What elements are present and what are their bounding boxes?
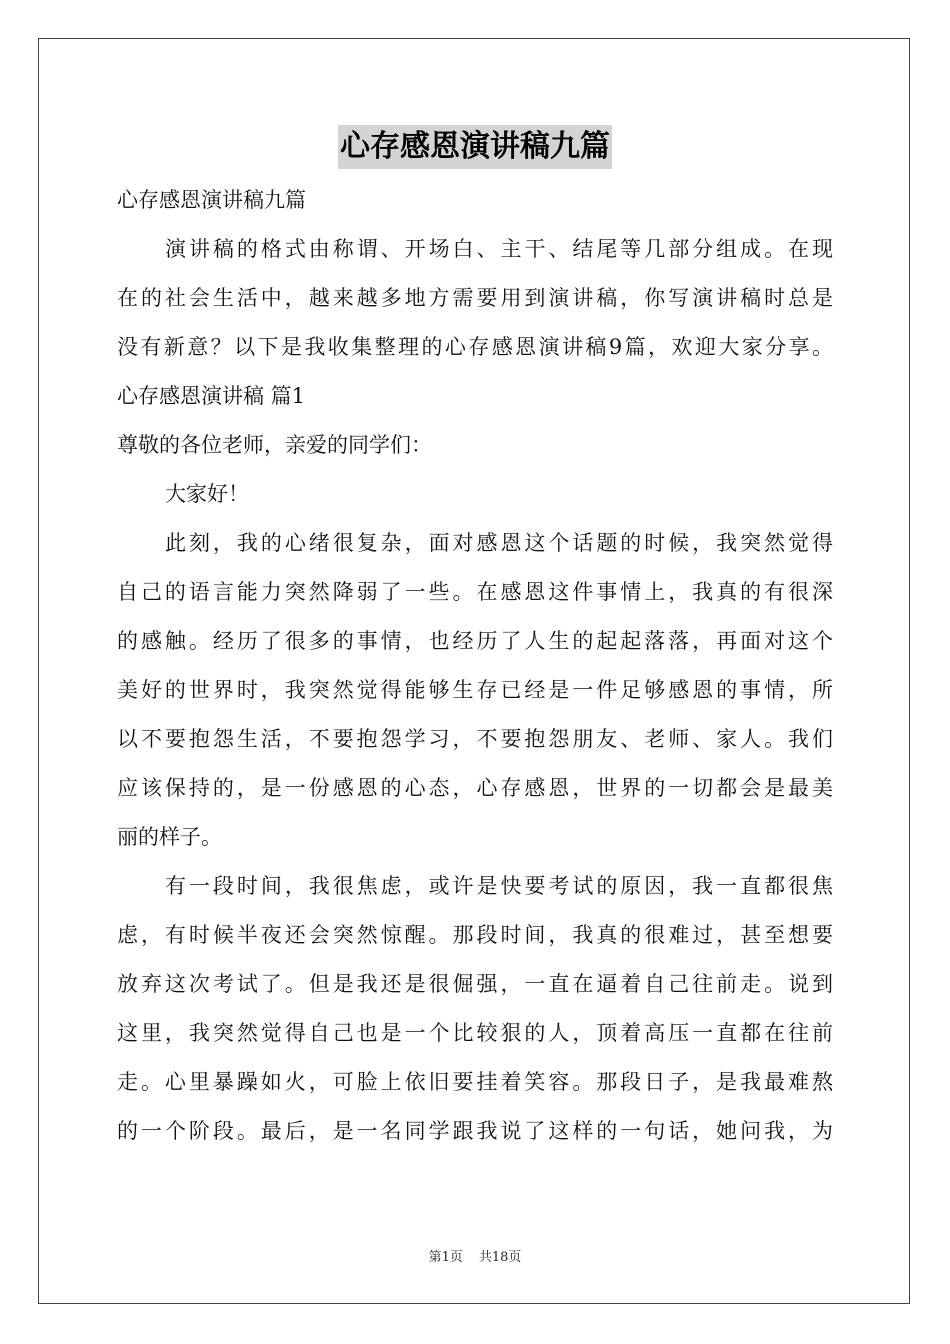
subtitle: 心存感恩演讲稿九篇 xyxy=(117,188,306,212)
page-number: 第1页 xyxy=(428,1250,463,1265)
section-heading: 心存感恩演讲稿 篇1 xyxy=(117,384,306,408)
paragraph1-line: 美好的世界时，我突然觉得能够生存已经是一件足够感恩的事情，所 xyxy=(117,678,833,702)
paragraph2-line: 的一个阶段。最后，是一名同学跟我说了这样的一句话，她问我，为 xyxy=(117,1119,833,1143)
paragraph2-line: 走。心里暴躁如火，可脸上依旧要挂着笑容。那段日子，是我最难熬 xyxy=(117,1070,833,1094)
paragraph2-line: 这里，我突然觉得自己也是一个比较狠的人，顶着高压一直都在往前 xyxy=(117,1021,833,1045)
document-body xyxy=(117,176,833,1156)
paragraph2-line: 放弃这次考试了。但是我还是很倔强，一直在逼着自己往前走。说到 xyxy=(117,972,833,996)
paragraph1-line: 的感触。经历了很多的事情，也经历了人生的起起落落，再面对这个 xyxy=(117,629,833,653)
paragraph1-line: 此刻，我的心绪很复杂，面对感恩这个话题的时候，我突然觉得 xyxy=(165,531,833,555)
paragraph1-line: 应该保持的，是一份感恩的心态，心存感恩，世界的一切都会是最美 xyxy=(117,776,833,800)
paragraph2-line: 有一段时间，我很焦虑，或许是快要考试的原因，我一直都很焦 xyxy=(165,874,833,898)
intro-line: 在的社会生活中，越来越多地方需要用到演讲稿，你写演讲稿时总是 xyxy=(117,286,833,310)
paragraph2-line: 虑，有时候半夜还会突然惊醒。那段时间，我真的很难过，甚至想要 xyxy=(117,923,833,947)
paragraph1-line: 以不要抱怨生活，不要抱怨学习，不要抱怨朋友、老师、家人。我们 xyxy=(117,727,833,751)
salutation: 尊敬的各位老师，亲爱的同学们： xyxy=(117,433,432,457)
paragraph1-line: 丽的样子。 xyxy=(117,825,222,849)
document-title: 心存感恩演讲稿九篇 xyxy=(338,125,612,169)
paragraph1-line: 自己的语言能力突然降弱了一些。在感恩这件事情上，我真的有很深 xyxy=(117,580,833,604)
title-block xyxy=(0,125,950,169)
page-total: 共18页 xyxy=(478,1250,522,1265)
greeting: 大家好！ xyxy=(165,482,249,506)
intro-line: 演讲稿的格式由称谓、开场白、主干、结尾等几部分组成。在现 xyxy=(165,237,833,261)
intro-line: 没有新意？以下是我收集整理的心存感恩演讲稿9篇，欢迎大家分享。 xyxy=(117,335,833,359)
page-footer xyxy=(0,1246,950,1265)
